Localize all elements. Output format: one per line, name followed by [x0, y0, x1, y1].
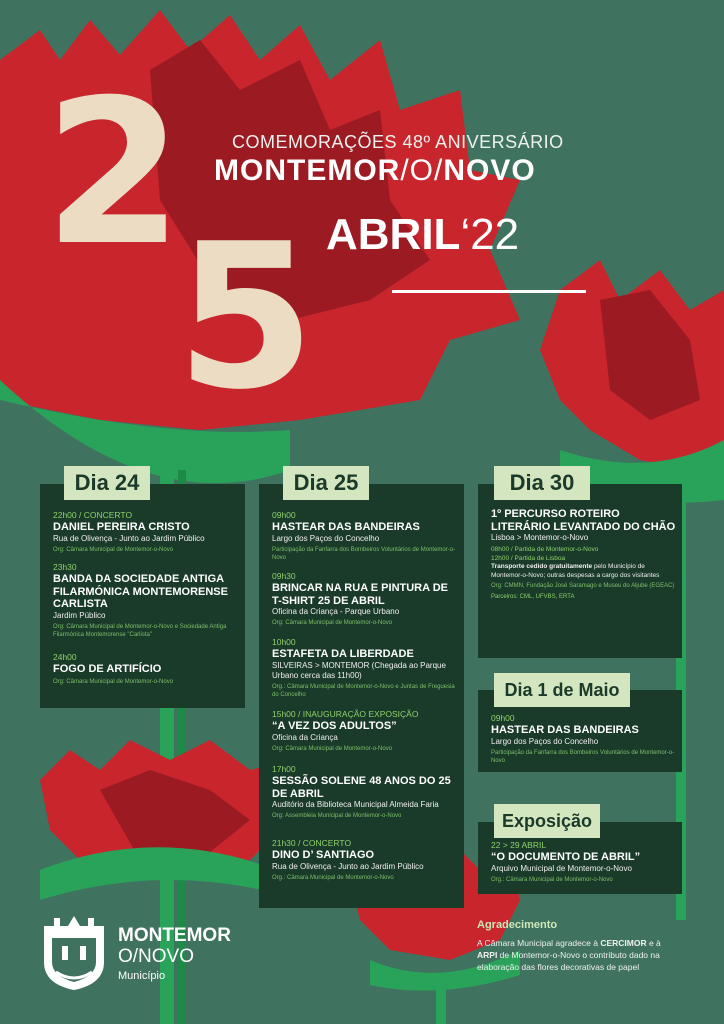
month-title: ABRIL‘22	[326, 210, 520, 259]
ack-text: A Câmara Municipal agradece à CERCIMOR e à ARPI de Montemor-o-Novo o contributo dado na elaboração das flores decorativas de papel	[477, 938, 661, 972]
tag-exposicao: Exposição	[494, 804, 600, 838]
event-d24-2: 23h30 BANDA DA SOCIEDADE ANTIGA FILARMÓNICA MONTEMORENSE CARLISTA Jardim Público Org: Câmara Municipal de Montemor-o-Novo e Sociedade Antiga Filarmónica Montemorense "Carlista"	[53, 562, 228, 638]
event-d25-4: 15h00 / INAUGURAÇÃO EXPOSIÇÃO “A VEZ DOS ADULTOS” Oficina da Criança Org: Câmara Municipal de Montemor-o-Novo	[272, 709, 419, 752]
event-expo: 22 > 29 ABRIL “O DOCUMENTO DE ABRIL” Arquivo Municipal de Montemor-o-Novo Org.: Câmara Municipal de Montemor-o-Novo	[491, 840, 641, 883]
tag-dia-1-maio: Dia 1 de Maio	[494, 673, 630, 707]
title-digit-2: 2	[44, 57, 180, 290]
logo-wordmark: MONTEMOR O/NOVO	[118, 925, 231, 967]
logo-subtitle: Município	[118, 970, 166, 982]
event-d25-3: 10h00 ESTAFETA DA LIBERDADE SILVEIRAS > MONTEMOR (Chegada ao Parque Urbano cerca das 11h00) Org.: Câmara Municipal de Montemor-o-Novo e Juntas de Freguesia do Concelho	[272, 637, 455, 698]
event-d25-6: 21h30 / CONCERTO DINO D’ SANTIAGO Rua de Olivença - Junto ao Jardim Público Org.: Câmara Municipal de Montemor-o-Novo	[272, 838, 424, 881]
tag-dia-25: Dia 25	[283, 466, 369, 500]
event-d24-1: 22h00 / CONCERTO DANIEL PEREIRA CRISTO Rua de Olivença - Junto ao Jardim Público Org: Câmara Municipal de Montemor-o-Novo	[53, 510, 205, 553]
title-digit-5: 5	[176, 201, 312, 434]
event-d1maio: 09h00 HASTEAR DAS BANDEIRAS Largo dos Paços do Concelho Participação da Fanfarra dos Bombeiros Voluntários de Montemor-o-Novo	[491, 713, 675, 764]
subtitle: COMEMORAÇÕES 48º ANIVERSÁRIO	[232, 132, 564, 152]
ack-title: Agradecimento	[477, 919, 558, 931]
tag-dia-24: Dia 24	[64, 466, 150, 500]
event-d30: 1º PERCURSO ROTEIRO LITERÁRIO LEVANTADO DO CHÃO Lisboa > Montemor-o-Novo 08h00 / Partida de Montemor-o-Novo 12h00 / Partida de Lisboa Transporte cedido gratuitamente pelo Município de Montemor-o-Novo; outras despesas a cargo dos visitantes Org: CMMN, Fundação José Saramago e Museu do Aljube (EGEAC) Parceiros: CML, UFVBS, ERTA	[491, 508, 676, 600]
event-d25-2: 09h30 BRINCAR NA RUA E PINTURA DE T-SHIRT 25 DE ABRIL Oficina da Criança - Parque Urbano Org: Câmara Municipal de Montemor-o-Novo	[272, 571, 448, 626]
event-d24-3: 24h00 FOGO DE ARTIFÍCIO Org: Câmara Municipal de Montemor-o-Novo	[53, 652, 174, 685]
event-d25-1: 09h00 HASTEAR DAS BANDEIRAS Largo dos Paços do Concelho Participação da Fanfarra dos Bombeiros Voluntários de Montemor-o-Novo	[272, 510, 456, 561]
event-d25-5: 17h00 SESSÃO SOLENE 48 ANOS DO 25 DE ABRIL Auditório da Biblioteca Municipal Almeida Faria Org: Assembleia Municipal de Montemor-o-Novo	[272, 764, 451, 819]
tag-dia-30: Dia 30	[494, 466, 590, 500]
title-rule	[392, 290, 586, 293]
city-title: MONTEMOR/O/NOVO	[214, 154, 536, 187]
municipality-crest-icon	[40, 914, 108, 992]
